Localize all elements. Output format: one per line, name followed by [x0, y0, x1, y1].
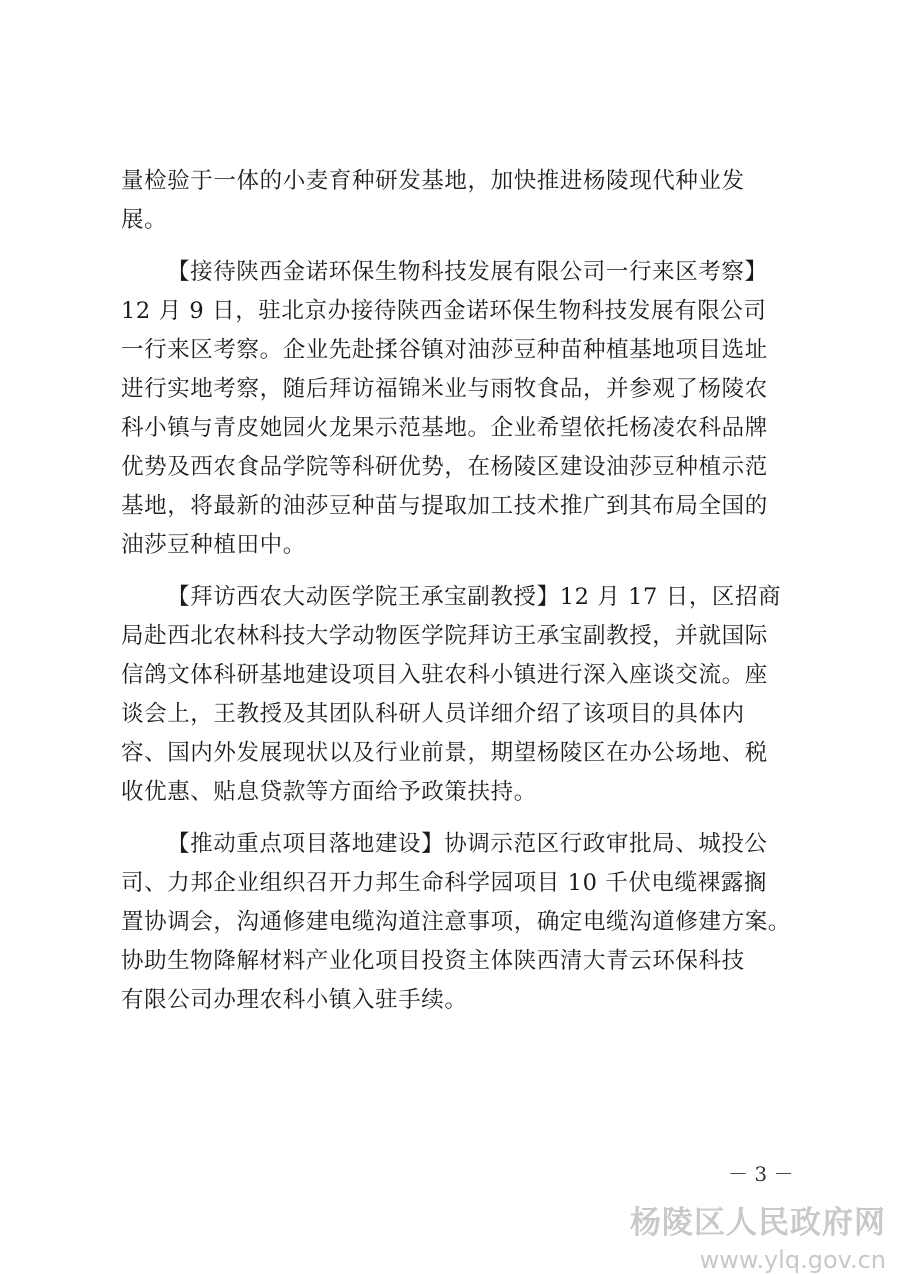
- text-line: 置协调会，沟通修建电缆沟道注意事项，确定电缆沟道修建方案。: [121, 909, 791, 935]
- text-line: 局赴西北农林科技大学动物医学院拜访王承宝副教授，并就国际: [121, 623, 768, 649]
- paragraph: [121, 578, 801, 812]
- text-line: 油莎豆种植田中。: [121, 532, 306, 558]
- paragraph: [121, 825, 801, 1020]
- paragraph: [121, 253, 801, 565]
- site-watermark: [630, 1197, 886, 1274]
- text-line: 进行实地考察，随后拜访福锦米业与雨牧食品，并参观了杨陵农: [121, 376, 768, 402]
- text-line: 优势及西农食品学院等科研优势，在杨陵区建设油莎豆种植示范: [121, 454, 768, 480]
- text-line: 基地，将最新的油莎豆种苗与提取加工技术推广到其布局全国的: [121, 493, 768, 519]
- text-line: 信鸽文体科研基地建设项目入驻农科小镇进行深入座谈交流。座: [121, 662, 768, 688]
- text-line: 科小镇与青皮她园火龙果示范基地。企业希望依托杨凌农科品牌: [121, 415, 768, 441]
- document-body: [121, 162, 801, 1020]
- section-heading-line: 【拜访西农大动医学院王承宝副教授】12 月 17 日，区招商: [167, 584, 782, 610]
- text-line: 有限公司办理农科小镇入驻手续。: [121, 987, 468, 1013]
- watermark-url: www.ylq.gov.cn: [699, 1246, 886, 1274]
- text-line: 量检验于一体的小麦育种研发基地，加快推进杨陵现代种业发: [121, 168, 745, 194]
- section-heading-line: 【推动重点项目落地建设】协调示范区行政审批局、城投公: [167, 831, 768, 857]
- text-line: 协助生物降解材料产业化项目投资主体陕西清大青云环保科技: [121, 948, 745, 974]
- text-line: 展。: [121, 207, 168, 233]
- section-heading-line: 【接待陕西金诺环保生物科技发展有限公司一行来区考察】: [167, 259, 768, 285]
- text-line: 谈会上，王教授及其团队科研人员详细介绍了该项目的具体内: [121, 701, 745, 727]
- page-number: － 3 －: [728, 1162, 794, 1186]
- paragraph: [121, 162, 801, 240]
- text-line: 一行来区考察。企业先赴揉谷镇对油莎豆种苗种植基地项目选址: [121, 337, 768, 363]
- text-line: 容、国内外发展现状以及行业前景，期望杨陵区在办公场地、税: [121, 740, 768, 766]
- text-line: 收优惠、贴息贷款等方面给予政策扶持。: [121, 779, 537, 805]
- text-line: 司、力邦企业组织召开力邦生命科学园项目 10 千伏电缆裸露搁: [121, 870, 767, 896]
- watermark-title: 杨陵区人民政府网: [630, 1205, 886, 1241]
- text-line: 12 月 9 日，驻北京办接待陕西金诺环保生物科技发展有限公司: [121, 298, 767, 324]
